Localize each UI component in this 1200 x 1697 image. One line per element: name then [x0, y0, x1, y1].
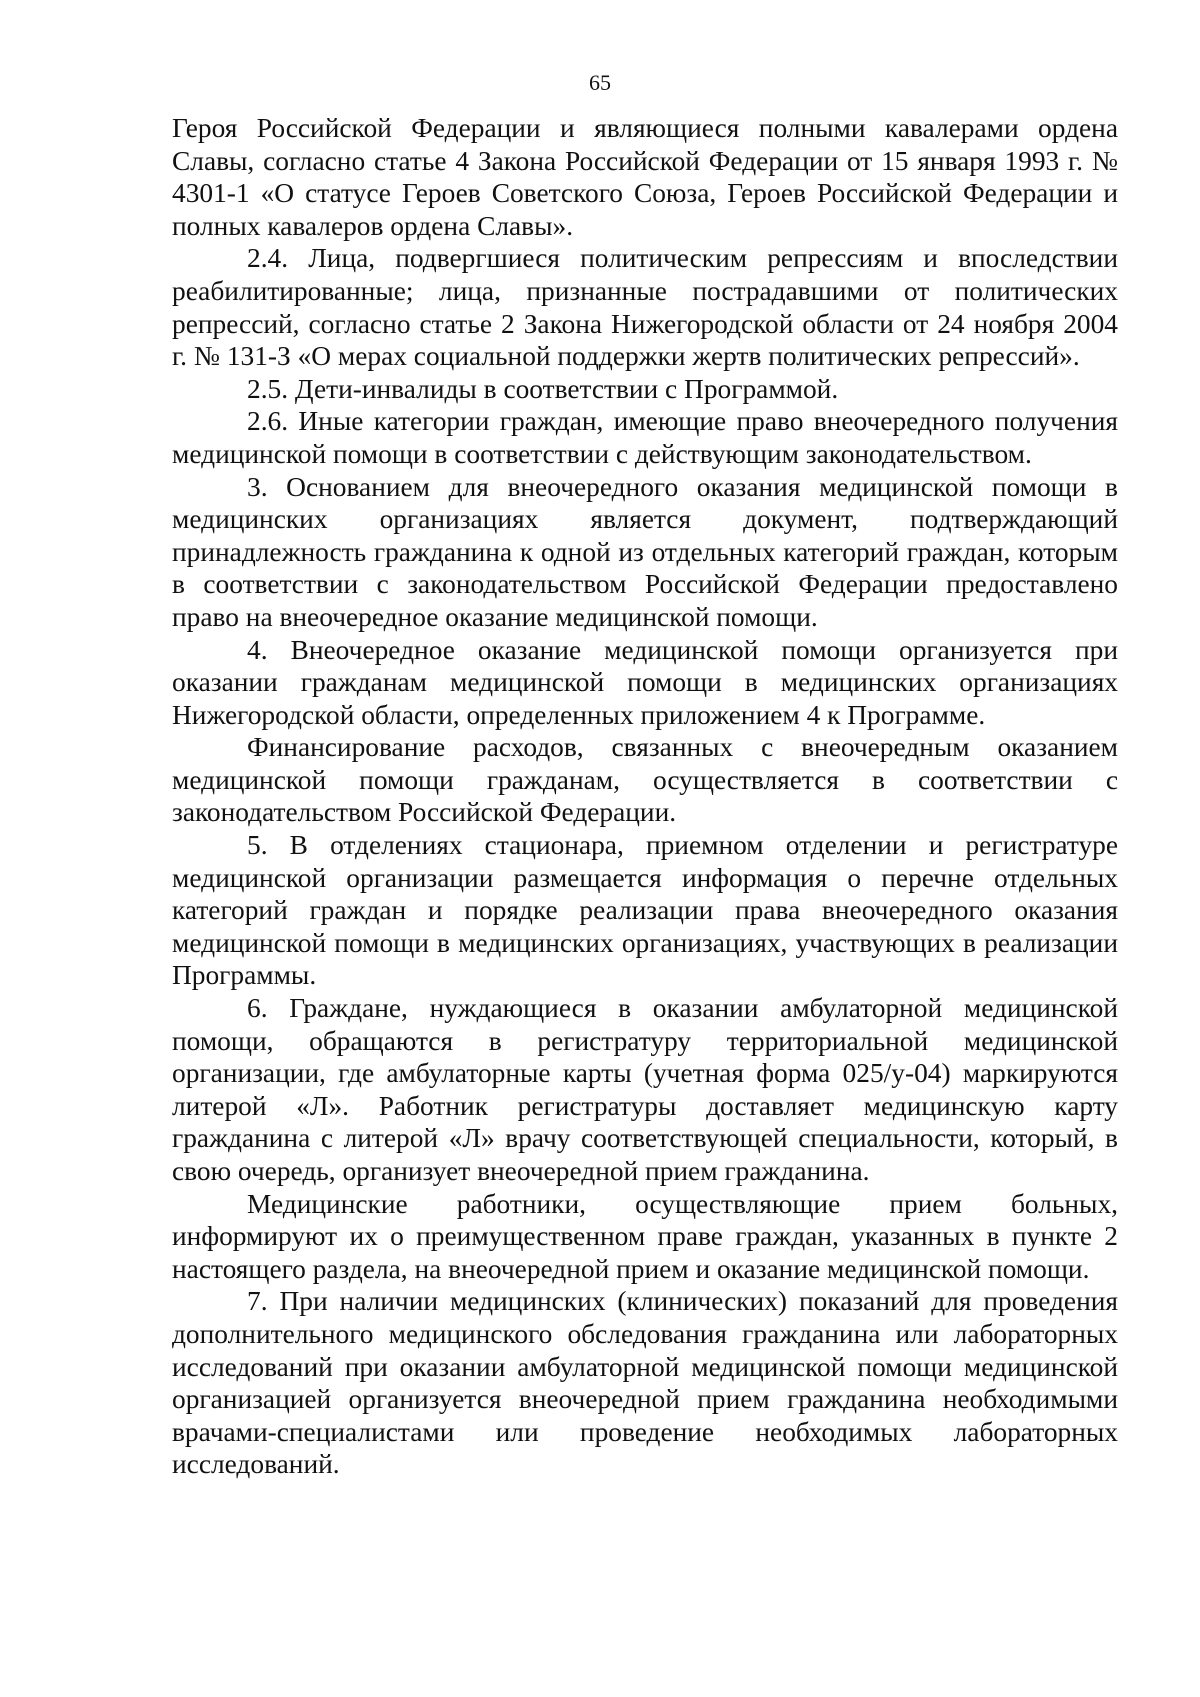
paragraph-2-5: 2.5. Дети-инвалиды в соответствии с Программой. [247, 373, 839, 404]
paragraph-3: 3. Основанием для внеочередного оказания медицинской помощи в медицинских организациях является документ, подтверждающий принадлежность гражданина к одной из отдельных категорий граждан, которым в соответствии с законодательством Российской Федерации предоставлено право на внеочередное оказание медицинской помощи. [172, 471, 1118, 632]
paragraph-continuation: Героя Российской Федерации и являющиеся полными кавалерами ордена Славы, согласно статье 4 Закона Российской Федерации от 15 января 1993 г. № 4301-1 «О статусе Героев Советского Союза, Героев Российской Федерации и полных кавалеров ордена Славы». [172, 113, 1118, 241]
paragraph-4: 4. Внеочередное оказание медицинской помощи организуется при оказании гражданам медицинской помощи в медицинских организациях Нижегородской области, определенных приложением 4 к Программе. [172, 634, 1118, 730]
paragraph-financing: Финансирование расходов, связанных с внеочередным оказанием медицинской помощи гражданам, осуществляется в соответствии с законодательством Российской Федерации. [172, 732, 1118, 828]
page-number: 65 [589, 70, 611, 95]
paragraph-5: 5. В отделениях стационара, приемном отделении и регистратуре медицинской организации размещается информация о перечне отдельных категорий граждан и порядке реализации права внеочередного оказания медицинской помощи в медицинских организациях, участвующих в реализации Программы. [172, 830, 1118, 991]
paragraph-2-6: 2.6. Иные категории граждан, имеющие право внеочередного получения медицинской помощи в соответствии с действующим законодательством. [172, 406, 1118, 469]
document-body [172, 112, 1118, 1481]
paragraph-7: 7. При наличии медицинских (клинических) показаний для проведения дополнительного медицинского обследования гражданина или лабораторных исследований при оказании амбулаторной медицинской помощи медицинской организацией организуется внеочередной прием гражданина необходимыми врачами-специалистами или проведение необходимых лабораторных исследований. [172, 1286, 1118, 1480]
paragraph-2-4: 2.4. Лица, подвергшиеся политическим репрессиям и впоследствии реабилитированные; лица, признанные пострадавшими от политических репрессий, согласно статье 2 Закона Нижегородской области от 24 ноября 2004 г. № 131-З «О мерах социальной поддержки жертв политических репрессий». [172, 243, 1118, 372]
paragraph-medical-workers: Медицинские работники, осуществляющие прием больных, информируют их о преимущественном праве граждан, указанных в пункте 2 настоящего раздела, на внеочередной прием и оказание медицинской помощи. [172, 1188, 1118, 1284]
paragraph-6: 6. Граждане, нуждающиеся в оказании амбулаторной медицинской помощи, обращаются в регистратуру территориальной медицинской организации, где амбулаторные карты (учетная форма 025/у-04) маркируются литерой «Л». Работник регистратуры доставляет медицинскую карту гражданина с литерой «Л» врачу соответствующей специальности, который, в свою очередь, организует внеочередной прием гражданина. [172, 993, 1118, 1186]
